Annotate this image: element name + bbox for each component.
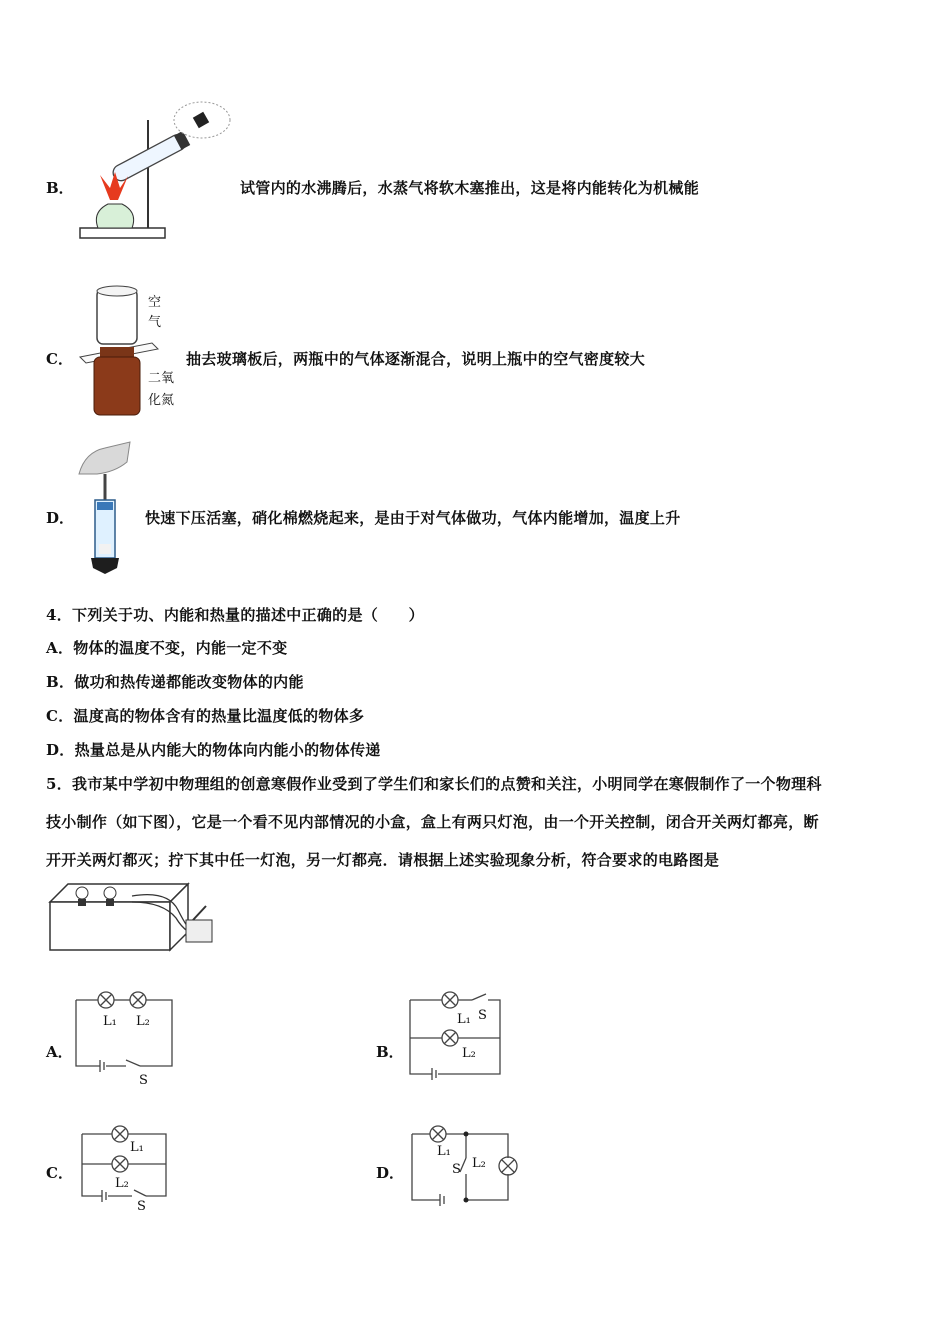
q5-option-b-letter[interactable]: B． <box>376 1043 404 1061</box>
q3-option-b-text: 试管内的水沸腾后，水蒸气将软木塞推出，这是将内能转化为机械能 <box>240 179 700 197</box>
q3-option-b-letter[interactable]: B． <box>46 179 74 197</box>
circuit-b-s-label: S <box>478 1008 487 1023</box>
q5-option-a-letter[interactable]: A． <box>46 1043 73 1061</box>
q5-stem-line-3: 开开关两灯都灭；拧下其中任一灯泡，另一灯都亮．请根据上述实验现象分析，符合要求的电路图是 <box>46 851 720 869</box>
no2-label-2: 化氮 <box>148 393 175 408</box>
test-tube-apparatus-figure <box>70 100 240 245</box>
circuit-d-l2-label: L₂ <box>472 1156 486 1171</box>
circuit-diagram-a[interactable] <box>74 990 174 1080</box>
circuit-d-s-label: S <box>452 1162 461 1177</box>
q3-option-d-text: 快速下压活塞，硝化棉燃烧起来，是由于对气体做功，气体内能增加，温度上升 <box>145 509 681 527</box>
q4-option-c[interactable]: C．温度高的物体含有的热量比温度低的物体多 <box>46 707 365 725</box>
q5-option-d-letter[interactable]: D． <box>376 1164 405 1182</box>
q3-option-d-letter[interactable]: D． <box>46 509 75 527</box>
circuit-diagram-d[interactable] <box>410 1124 522 1208</box>
q3-option-c-letter[interactable]: C． <box>46 350 73 368</box>
circuit-a-s-label: S <box>139 1073 148 1088</box>
piston-cylinder-figure <box>75 440 135 580</box>
air-label-1: 空 <box>148 295 162 310</box>
circuit-b-l1-label: L₁ <box>457 1012 471 1027</box>
no2-label-1: 二氧 <box>148 371 175 386</box>
q5-stem-line-1: 5．我市某中学初中物理组的创意寒假作业受到了学生们和家长们的点赞和关注，小明同学在寒假制作了一个物理科 <box>46 775 822 793</box>
air-label-2: 气 <box>148 315 162 330</box>
circuit-a-l2-label: L₂ <box>136 1014 150 1029</box>
q4-option-d[interactable]: D．热量总是从内能大的物体向内能小的物体传递 <box>46 741 381 759</box>
q3-option-c-text: 抽去玻璃板后，两瓶中的气体逐渐混合，说明上瓶中的空气密度较大 <box>186 350 646 368</box>
q4-stem: 4．下列关于功、内能和热量的描述中正确的是（ ） <box>46 606 424 624</box>
circuit-c-l1-label: L₁ <box>130 1140 144 1155</box>
q5-option-c-letter[interactable]: C． <box>46 1164 73 1182</box>
q4-option-a[interactable]: A．物体的温度不变，内能一定不变 <box>46 639 288 657</box>
q4-option-b[interactable]: B．做功和热传递都能改变物体的内能 <box>46 673 304 691</box>
circuit-diagram-b[interactable] <box>408 992 504 1080</box>
circuit-a-l1-label: L₁ <box>103 1014 117 1029</box>
circuit-d-l1-label: L₁ <box>437 1144 451 1159</box>
light-box-figure <box>48 880 218 955</box>
circuit-diagram-c[interactable] <box>80 1124 170 1208</box>
circuit-b-l2-label: L₂ <box>462 1046 476 1061</box>
circuit-c-s-label: S <box>137 1199 146 1214</box>
circuit-c-l2-label: L₂ <box>115 1176 129 1191</box>
q5-stem-line-2: 技小制作（如下图），它是一个看不见内部情况的小盒，盒上有两只灯泡，由一个开关控制，闭合开关两灯都亮，断 <box>46 813 819 831</box>
